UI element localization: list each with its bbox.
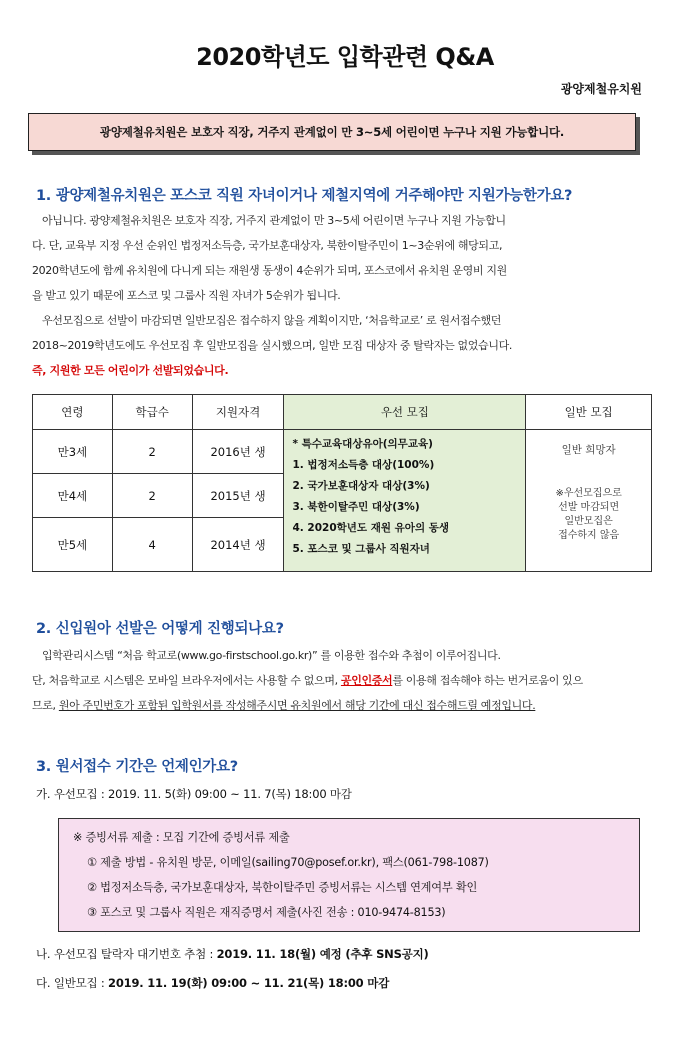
general-period-label: 다. 일반모집 : [36,976,109,990]
priority-item: 4. 2020학년도 재원 유아의 동생 [292,522,450,534]
question-3-heading: 3. 원서접수 기간은 언제인가요? [36,759,238,775]
question-2-answer [32,643,652,718]
header-age: 연령 [33,395,113,430]
priority-item: 5. 포스코 및 그룹사 직원자녀 [292,543,430,555]
cell-year: 2014년 생 [192,518,284,572]
answer-text: 를 이용해 접속해야 하는 번거로움이 있으 [392,674,583,687]
general-note-line: 선발 마감되면 [558,502,620,513]
certificate-highlight: 공인인증서 [340,674,393,687]
general-period-date: 2019. 11. 19(화) 09:00 ~ 11. 21(목) 18:00 마감 [108,976,390,990]
waitlist-label: 나. 우선모집 탈락자 대기번호 추첨 : [36,947,217,961]
answer-line: 우선모집으로 선발이 마감되면 일반모집은 접수하지 않을 계획이지만, ‘처음학교로’ 로 원서접수했던 [42,314,502,327]
documents-title: ※ 증빙서류 제출 : 모집 기간에 증빙서류 제출 [73,831,290,844]
general-applicants: 일반 희망자 [561,444,616,456]
organization-name: 광양제철유치원 [560,82,642,96]
header-classes: 학급수 [112,395,192,430]
cell-age: 만3세 [33,430,113,474]
answer-line: 입학관리시스템 “처음 학교로(www.go-firstschool.go.kr)” 를 이용한 접수와 추첨이 이루어집니다. [42,649,501,662]
header-general: 일반 모집 [526,395,652,430]
priority-item: 1. 법정저소득층 대상(100%) [292,459,435,471]
documents-item: ② 법정저소득층, 국가보훈대상자, 북한이탈주민 증빙서류는 시스템 연계여부 확인 [87,881,478,894]
cell-classes: 4 [112,518,192,572]
question-2-heading: 2. 신입원아 선발은 어떻게 진행되나요? [36,621,284,637]
question-1-answer [32,208,652,383]
documents-box [58,818,640,932]
cell-age: 만4세 [33,474,113,518]
priority-item: * 특수교육대상유아(의무교육) [292,438,433,450]
documents-item: ③ 포스코 및 그룹사 직원은 재직증명서 제출(사진 전송 : 010-9474-8153) [87,906,446,919]
table-row [33,430,652,474]
priority-item: 3. 북한이탈주민 대상(3%) [292,501,420,513]
answer-line: 다. 단, 교육부 지정 우선 순위인 법정저소득층, 국가보훈대상자, 북한이탈주민이 1~3순위에 해당되고, [32,239,503,252]
answer-line: 아닙니다. 광양제철유치원은 보호자 직장, 거주지 관계없이 만 3~5세 어린이면 누구나 지원 가능합니 [42,214,506,227]
header-eligibility: 지원자격 [192,395,284,430]
admission-table [32,394,652,572]
general-note-line: 일반모집은 [564,516,613,527]
general-period [36,975,389,991]
answer-line [32,668,652,693]
cell-classes: 2 [112,430,192,474]
priority-period: 가. 우선모집 : 2019. 11. 5(화) 09:00 ~ 11. 7(목) 18:00 마감 [36,787,352,801]
answer-line: 2018~2019학년도에도 우선모집 후 일반모집을 실시했으며, 일반 모집 대상자 중 탈락자는 없었습니다. [32,339,513,352]
waitlist-date: 2019. 11. 18(월) 예정 (추후 SNS공지) [216,947,429,961]
cell-age: 만5세 [33,518,113,572]
waitlist-draw [36,946,429,962]
general-note [526,487,651,543]
answer-line: 2020학년도에 함께 유치원에 다니게 되는 재원생 동생이 4순위가 되며, 포스코에서 유치원 운영비 지원 [32,264,507,277]
answer-highlight: 즉, 지원한 모든 어린이가 선발되었습니다. [32,364,229,377]
general-note-line: ※우선모집으로 [555,488,622,499]
header-priority: 우선 모집 [284,395,526,430]
question-1-heading: 1. 광양제철유치원은 포스코 직원 자녀이거나 제철지역에 거주해야만 지원가능한가요? [36,188,573,204]
answer-text: 단, 처음학교로 시스템은 모바일 브라우저에서는 사용할 수 없으며, [32,674,341,687]
answer-line: 을 받고 있기 때문에 포스코 및 그룹사 직원 자녀가 5순위가 됩니다. [32,289,341,302]
notice-text: 광양제철유치원은 보호자 직장, 거주지 관계없이 만 3~5세 어린이면 누구나 지원 가능합니다. [99,125,565,139]
priority-list [284,430,526,572]
general-note-line: 접수하지 않음 [558,530,620,541]
cell-classes: 2 [112,474,192,518]
answer-line [32,693,652,718]
notice-box [28,113,636,151]
page-title: 2020학년도 입학관련 Q&A [196,43,494,71]
general-info [526,430,652,572]
table-header-row [33,395,652,430]
proxy-submission-note: 원아 주민번호가 포함된 입학원서를 작성해주시면 유치원에서 해당 기간에 대신 접수해드릴 예정입니다. [58,699,536,712]
cell-year: 2016년 생 [192,430,284,474]
priority-item: 2. 국가보훈대상자 대상(3%) [292,480,430,492]
cell-year: 2015년 생 [192,474,284,518]
answer-text: 므로, [32,699,59,712]
documents-item: ① 제출 방법 - 유치원 방문, 이메일(sailing70@posef.or.kr), 팩스(061-798-1087) [87,856,489,869]
